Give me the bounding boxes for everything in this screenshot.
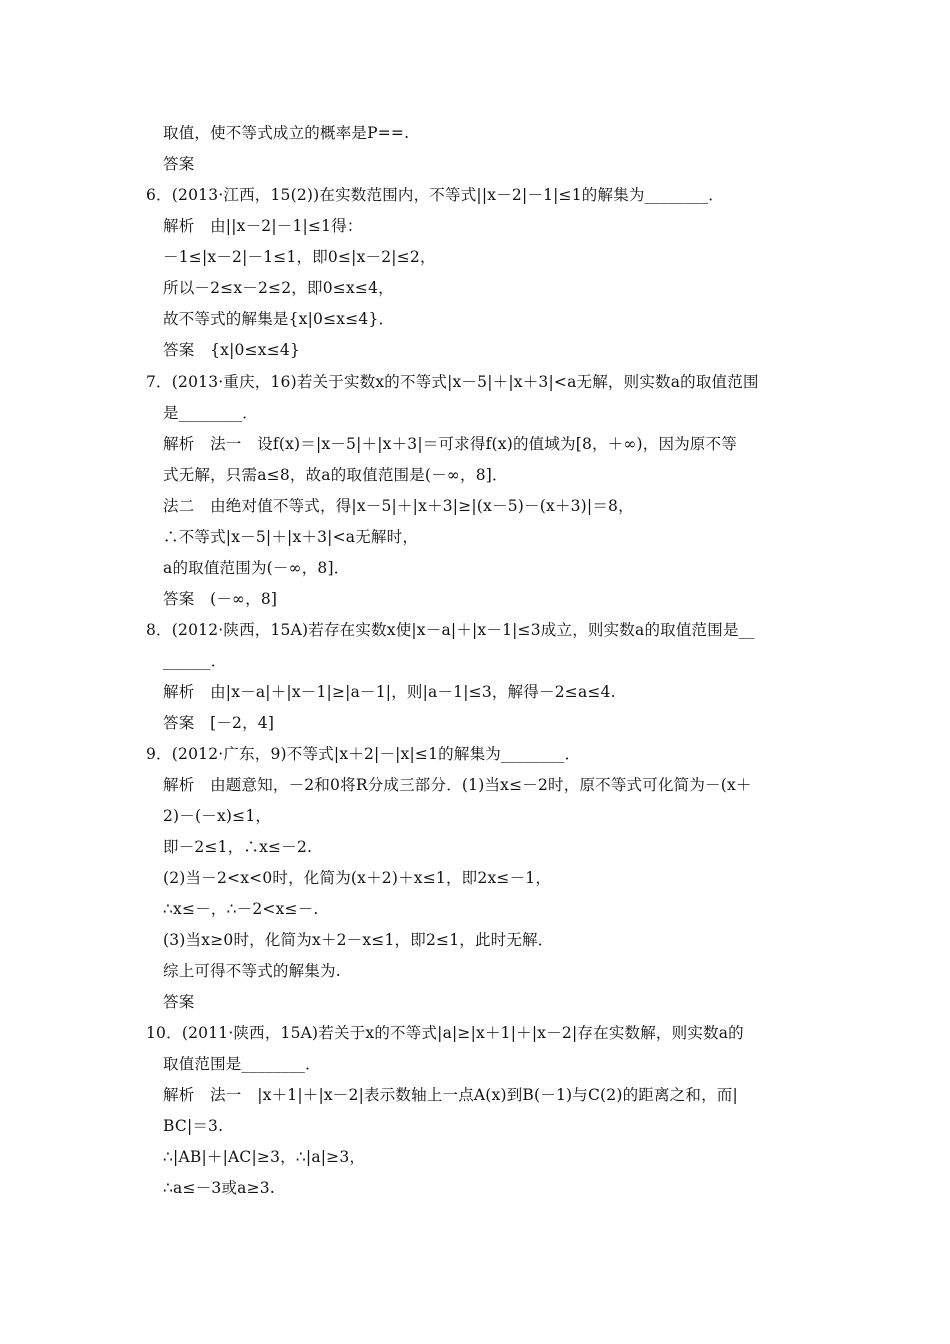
text-line: ∴|AB|＋|AC|≥3，∴|a|≥3， (163, 1148, 366, 1166)
text-line: 解析 法一 |x＋1|＋|x－2|表示数轴上一点A(x)到B(－1)与C(2)的距离之和，而| (163, 1086, 738, 1104)
text-line: ______． (163, 652, 227, 670)
text-line: 所以－2≤x－2≤2，即0≤x≤4， (163, 279, 394, 297)
text-line: (3)当x≥0时，化简为x＋2－x≤1，即2≤1，此时无解． (163, 931, 554, 949)
text-line: 取值范围是________． (163, 1055, 321, 1073)
text-line: 解析 由||x－2|－1|≤1得： (163, 217, 363, 235)
text-line: 2)－(－x)≤1， (163, 807, 272, 825)
text-line: 法二 由绝对值不等式，得|x－5|＋|x＋3|≥|(x－5)－(x＋3)|＝8， (163, 497, 634, 515)
problem-7-statement: 7．(2013·重庆，16)若关于实数x的不等式|x－5|＋|x＋3|<a无解，则实数a的取值范围 (146, 373, 759, 391)
problem-9-statement: 9．(2012·广东，9)不等式|x＋2|－|x|≤1的解集为________． (146, 745, 581, 763)
answer-label: 答案 (163, 993, 195, 1011)
answer-label: 答案 (－∞，8] (163, 590, 278, 608)
answer-label: 答案 {x|0≤x≤4} (163, 341, 301, 359)
text-line: BC|＝3. (163, 1117, 224, 1135)
text-line: 取值，使不等式成立的概率是P==. (163, 124, 410, 142)
text-line: 解析 由题意知，－2和0将R分成三部分．(1)当x≤－2时，原不等式可化简为－(x＋ (163, 776, 752, 794)
problem-8-statement: 8．(2012·陕西，15A)若存在实数x使|x－a|＋|x－1|≤3成立，则实数a的取值范围是__ (146, 621, 755, 639)
problem-10-statement: 10．(2011·陕西，15A)若关于x的不等式|a|≥|x＋1|＋|x－2|存在实数解，则实数a的 (146, 1024, 744, 1042)
text-line: 解析 由|x－a|＋|x－1|≥|a－1|，则|a－1|≤3，解得－2≤a≤4. (163, 683, 616, 701)
text-line: 综上可得不等式的解集为. (163, 962, 341, 980)
problem-6-statement: 6．(2013·江西，15(2))在实数范围内，不等式||x－2|－1|≤1的解集为________． (146, 186, 724, 204)
text-line: 即－2≤1，∴x≤－2. (163, 838, 313, 856)
text-line: ∴不等式|x－5|＋|x＋3|<a无解时， (163, 528, 419, 546)
text-line: ∴x≤－，∴－2<x≤－. (163, 900, 319, 918)
answer-label: 答案 [－2，4] (163, 714, 275, 732)
text-line: 是________． (163, 404, 259, 422)
text-line: a的取值范围为(－∞，8]． (163, 559, 350, 577)
text-line: －1≤|x－2|－1≤1，即0≤|x－2|≤2， (163, 248, 436, 266)
text-line: 式无解，只需a≤8，故a的取值范围是(－∞，8]． (163, 466, 508, 484)
text-line: ∴a≤－3或a≥3. (163, 1179, 275, 1197)
answer-label: 答案 (163, 155, 195, 173)
text-line: 解析 法一 设f(x)＝|x－5|＋|x＋3|＝可求得f(x)的值域为[8，＋∞)，因为原不等 (163, 435, 738, 453)
text-line: (2)当－2<x<0时，化简为(x＋2)＋x≤1，即2x≤－1， (163, 869, 552, 887)
text-line: 故不等式的解集是{x|0≤x≤4}． (163, 310, 395, 328)
